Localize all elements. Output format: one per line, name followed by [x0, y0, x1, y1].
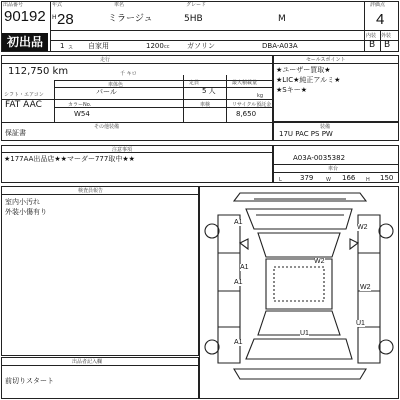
- damage-marker-a1-rear-left: A1: [234, 279, 243, 286]
- model-label: 車名: [114, 2, 125, 8]
- length-label: L: [279, 177, 282, 183]
- max-load-label: 最大積載量: [232, 80, 258, 86]
- scale-label: ス: [68, 45, 74, 51]
- height-label: H: [366, 177, 370, 183]
- notes-label: 注意事項: [112, 147, 133, 153]
- inspector-line-2: 外装小傷有り: [5, 208, 47, 216]
- wheel-rl: [205, 340, 219, 354]
- mileage-unit: 千 キロ: [120, 71, 137, 77]
- damage-marker-a1-left: A1: [240, 264, 249, 271]
- trunk: [246, 339, 352, 359]
- notes-text: ★177AA出品店★★マーダー777取中★★: [4, 155, 135, 163]
- overall-score: 4: [376, 11, 385, 28]
- color-label: 車体色: [108, 82, 124, 88]
- comments-text: 前切りスタート: [5, 377, 54, 385]
- score-label: 評価点: [370, 2, 386, 8]
- interior-label: 内装: [366, 33, 377, 39]
- damage-marker-w2-right: W2: [357, 224, 368, 231]
- year: 28: [57, 11, 74, 28]
- price-label: リサイクル預託金: [232, 102, 272, 108]
- damage-marker-a1-bumper: A1: [234, 339, 243, 346]
- warranty: 保証書: [5, 129, 26, 137]
- car-diagram: [200, 187, 398, 398]
- front-bumper: [234, 193, 366, 201]
- mileage-label: 走行: [100, 57, 111, 63]
- frame-number: A03A-0035382: [293, 154, 346, 162]
- year-era: H: [52, 14, 57, 21]
- color-number: W54: [74, 110, 90, 118]
- other-equipment-label: その他装備: [94, 124, 120, 130]
- grade-5hb: 5HB: [184, 14, 203, 24]
- cc-label: cc: [164, 44, 170, 50]
- grade-m: M: [278, 14, 286, 24]
- equipment-label: 装備: [320, 124, 331, 130]
- color-value: パール: [96, 88, 117, 96]
- selling-point-1: ★ユーザー買取★: [276, 66, 331, 74]
- rear-bumper: [234, 369, 366, 379]
- cc-value: 1200: [146, 42, 164, 50]
- usage: 自家用: [88, 42, 109, 50]
- damage-marker-w2-rear: W2: [360, 284, 371, 291]
- comments-label: 出品者記入欄: [72, 359, 103, 365]
- equipment-value: 17U PAC PS PW: [279, 130, 333, 138]
- capacity-label: 定員: [189, 80, 200, 86]
- model-name: ミラージュ: [108, 14, 153, 24]
- chassis-title: 車台: [328, 166, 339, 172]
- wheel-rr: [379, 340, 393, 354]
- selling-point-2: ★LIC★純正アルミ★: [276, 76, 341, 84]
- damage-marker-u1-rear: U1: [356, 320, 365, 327]
- colorno-label: カラーNo.: [68, 102, 92, 108]
- rear-glass: [258, 311, 340, 335]
- inspector-label: 検査員報告: [78, 188, 104, 194]
- damage-marker-a1-front: A1: [234, 219, 243, 226]
- wheel-fr: [379, 224, 393, 238]
- selling-point-3: ★Sキー★: [276, 86, 307, 94]
- capacity-value: 5 人: [202, 87, 216, 95]
- exterior-label: 外装: [381, 33, 392, 39]
- first-listing-badge: 初出品: [2, 33, 48, 51]
- inspector-line-1: 室内小汚れ: [5, 198, 40, 206]
- fuel: ガソリン: [187, 42, 215, 50]
- windshield: [258, 233, 340, 257]
- year-label: 年式: [52, 2, 63, 8]
- load-unit: kg: [257, 93, 264, 99]
- damage-marker-w2-roof: W2: [314, 258, 325, 265]
- doors-value: 1: [60, 42, 65, 50]
- notes-panel: [1, 145, 273, 183]
- interior-score: B: [369, 40, 376, 50]
- lot-label: 出品番号: [3, 2, 24, 8]
- lot-number: 90192: [4, 8, 46, 25]
- price-value: 8,650: [236, 110, 257, 118]
- inspection-label: 車検: [200, 102, 211, 108]
- length-value: 379: [300, 174, 314, 182]
- exterior-score: B: [384, 40, 391, 50]
- width-value: 166: [342, 174, 356, 182]
- height-value: 150: [380, 174, 394, 182]
- shift-value: FAT AAC: [5, 100, 42, 110]
- selling-points-label: セールスポイント: [306, 57, 346, 63]
- width-label: W: [326, 177, 331, 183]
- mileage: 112,750 km: [8, 66, 69, 77]
- damage-marker-u1-trunk: U1: [300, 330, 309, 337]
- hood-outline: [246, 209, 352, 229]
- grade-label: グレード: [186, 2, 207, 8]
- wheel-fl: [205, 224, 219, 238]
- model-code: DBA-A03A: [262, 42, 298, 50]
- shift-label: シフト・エアコン: [4, 92, 44, 98]
